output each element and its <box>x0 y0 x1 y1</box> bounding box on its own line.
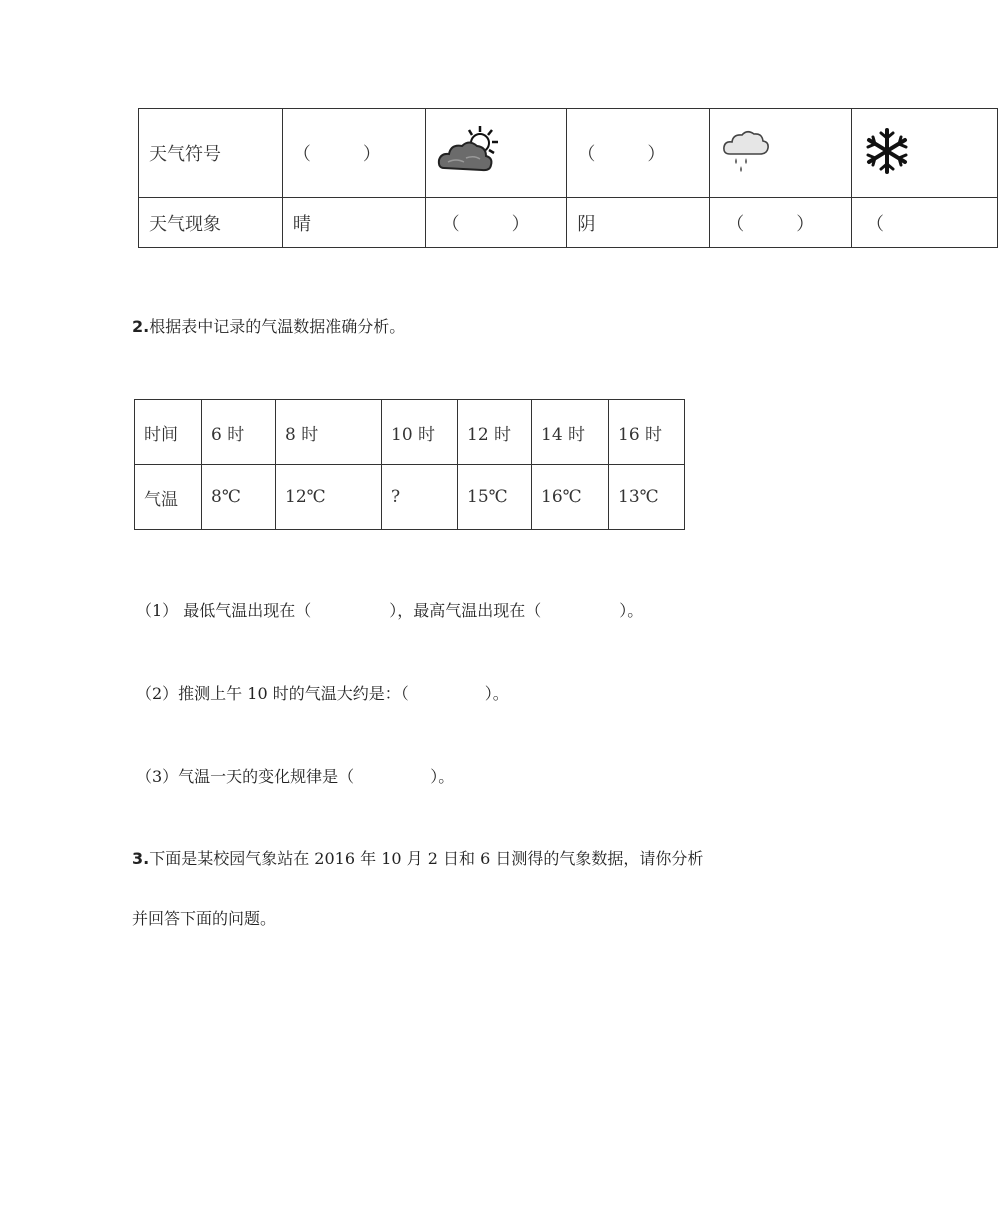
answer-blank[interactable] <box>567 109 710 198</box>
open-paren: （ <box>292 144 311 165</box>
question-3-line-2 <box>132 906 276 929</box>
weather-text: 晴 <box>282 198 425 248</box>
sub-question-text: ）。 <box>430 767 455 786</box>
question-number: 2. <box>132 317 150 336</box>
partly-cloudy-icon <box>425 109 567 198</box>
open-paren: （ <box>726 213 745 235</box>
close-paren: ） <box>362 144 381 165</box>
snowflake-icon <box>851 109 997 198</box>
table-cell: 16 时 <box>609 400 685 465</box>
table-cell: 气温 <box>135 465 202 530</box>
table-cell: 10 时 <box>382 400 458 465</box>
close-paren: ） <box>796 213 815 235</box>
table-cell: 14 时 <box>532 400 609 465</box>
table-cell: ? <box>382 465 458 530</box>
open-paren: （ <box>441 213 460 235</box>
question-2-title <box>132 314 405 337</box>
table-cell: 时间 <box>135 400 202 465</box>
table-cell: 8℃ <box>202 465 276 530</box>
weather-symbol-table <box>138 108 998 248</box>
sub-question-3 <box>136 764 454 787</box>
sub-question-2 <box>136 681 509 704</box>
question-text: 并回答下面的问题。 <box>132 909 277 928</box>
question-text: 下面是某校园气象站在 2016 年 10 月 2 日和 6 日测得的气象数据，请你分析 <box>149 849 704 868</box>
table-row <box>139 109 998 198</box>
weather-symbol-table-wrap <box>138 108 884 249</box>
answer-blank[interactable] <box>710 198 852 248</box>
row-header: 天气现象 <box>139 198 283 248</box>
table-row <box>135 465 685 530</box>
table-row <box>139 198 998 248</box>
answer-blank[interactable] <box>851 198 997 248</box>
question-number: 3. <box>132 849 150 868</box>
sub-question-text: （2）推测上午 10 时的气温大约是：（ <box>136 684 409 703</box>
question-text: 根据表中记录的气温数据准确分析。 <box>149 317 406 336</box>
table-row <box>135 400 685 465</box>
open-paren: （ <box>577 144 596 165</box>
sub-question-text: ），最高气温出现在（ <box>389 601 542 620</box>
sub-question-text: ）。 <box>484 684 509 703</box>
table-cell: 16℃ <box>532 465 609 530</box>
sub-question-text: （1） 最低气温出现在（ <box>136 601 312 620</box>
table-cell: 6 时 <box>202 400 276 465</box>
close-paren: ） <box>511 213 530 235</box>
answer-blank[interactable] <box>282 109 425 198</box>
table-cell: 12℃ <box>276 465 382 530</box>
temperature-table <box>134 399 685 530</box>
row-header: 天气符号 <box>139 109 283 198</box>
question-3-title <box>132 846 703 869</box>
sub-question-1 <box>136 598 643 621</box>
table-cell: 13℃ <box>609 465 685 530</box>
close-paren: ） <box>647 144 666 165</box>
answer-blank[interactable] <box>425 198 567 248</box>
table-cell: 8 时 <box>276 400 382 465</box>
weather-text: 阴 <box>567 198 710 248</box>
sub-question-text: （3）气温一天的变化规律是（ <box>136 767 355 786</box>
table-cell: 12 时 <box>458 400 532 465</box>
open-paren: （ <box>865 213 884 235</box>
sub-question-text: ）。 <box>619 601 644 620</box>
table-cell: 15℃ <box>458 465 532 530</box>
rain-cloud-icon <box>710 109 852 198</box>
